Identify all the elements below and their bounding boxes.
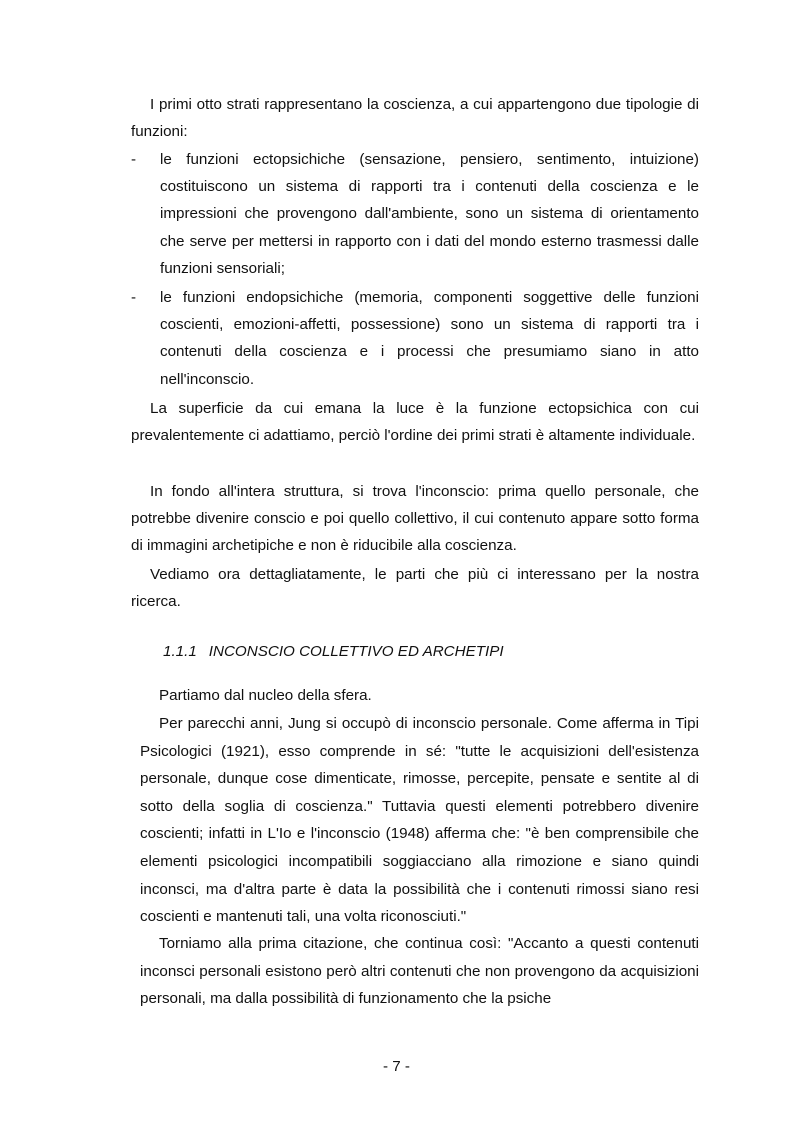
section-heading <box>163 640 504 664</box>
bullet-marker: - <box>131 289 137 306</box>
bullet-item-endopsychic: le funzioni endopsichiche (memoria, componenti soggettive delle funzioni coscienti, emozioni-affetti, possessione) sono un sistema di rapporti tra i contenuti della coscienza e i processi che presumiamo siano in atto nell'inconscio. <box>160 289 699 388</box>
body-paragraph: Per parecchi anni, Jung si occupò di inconscio personale. Come afferma in Tipi Psicologici (1921), esso comprende in sé: "tutte le acquisizioni dell'esistenza personale, dunque cose dimenticate, rimosse, percepite, pensate e sentite al di sotto della soglia di coscienza." Tuttavia questi elementi potrebbero divenire coscienti; infatti in L'Io e l'inconscio (1948) afferma che: "è ben comprensibile che elementi psicologici incompatibili soggiacciano alla rimozione e siano quindi inconsci, ma d'altra parte è data la possibilità che i contenuti rimossi siano resi coscienti e mantenuti tali, una volta riconosciuti." <box>140 715 699 926</box>
bullet-marker: - <box>131 151 137 168</box>
intro-paragraph: I primi otto strati rappresentano la coscienza, a cui appartengono due tipologie di funzioni: <box>131 96 699 141</box>
body-paragraph: Vediamo ora dettagliatamente, le parti che più ci interessano per la nostra ricerca. <box>131 566 699 611</box>
page-number: - 7 - <box>382 1058 410 1075</box>
bullet-item-ectopsychic: le funzioni ectopsichiche (sensazione, pensiero, sentimento, intuizione) costituiscono un sistema di rapporti tra i contenuti della coscienza e le impressioni che provengono dall'ambiente, sono un sistema di orientamento che serve per mettersi in rapporto con i dati del mondo esterno trasmessi dalle funzioni sensoriali; <box>160 151 699 277</box>
body-paragraph: Partiamo dal nucleo della sfera. <box>159 687 372 704</box>
body-paragraph: La superficie da cui emana la luce è la funzione ectopsichica con cui prevalentemente ci adattiamo, perciò l'ordine dei primi strati è altamente individuale. <box>131 400 699 445</box>
section-number: 1.1.1 <box>163 643 197 660</box>
body-paragraph: In fondo all'intera struttura, si trova l'inconscio: prima quello personale, che potrebbe divenire conscio e poi quello collettivo, il cui contenuto appare sotto forma di immagini archetipiche e non è riducibile alla coscienza. <box>131 483 699 555</box>
section-title: INCONSCIO COLLETTIVO ED ARCHETIPI <box>208 643 504 660</box>
body-paragraph: Torniamo alla prima citazione, che continua così: "Accanto a questi contenuti inconsci personali esistono però altri contenuti che non provengono da acquisizioni personali, ma dalla possibilità di funzionamento che la psiche <box>140 935 699 1008</box>
